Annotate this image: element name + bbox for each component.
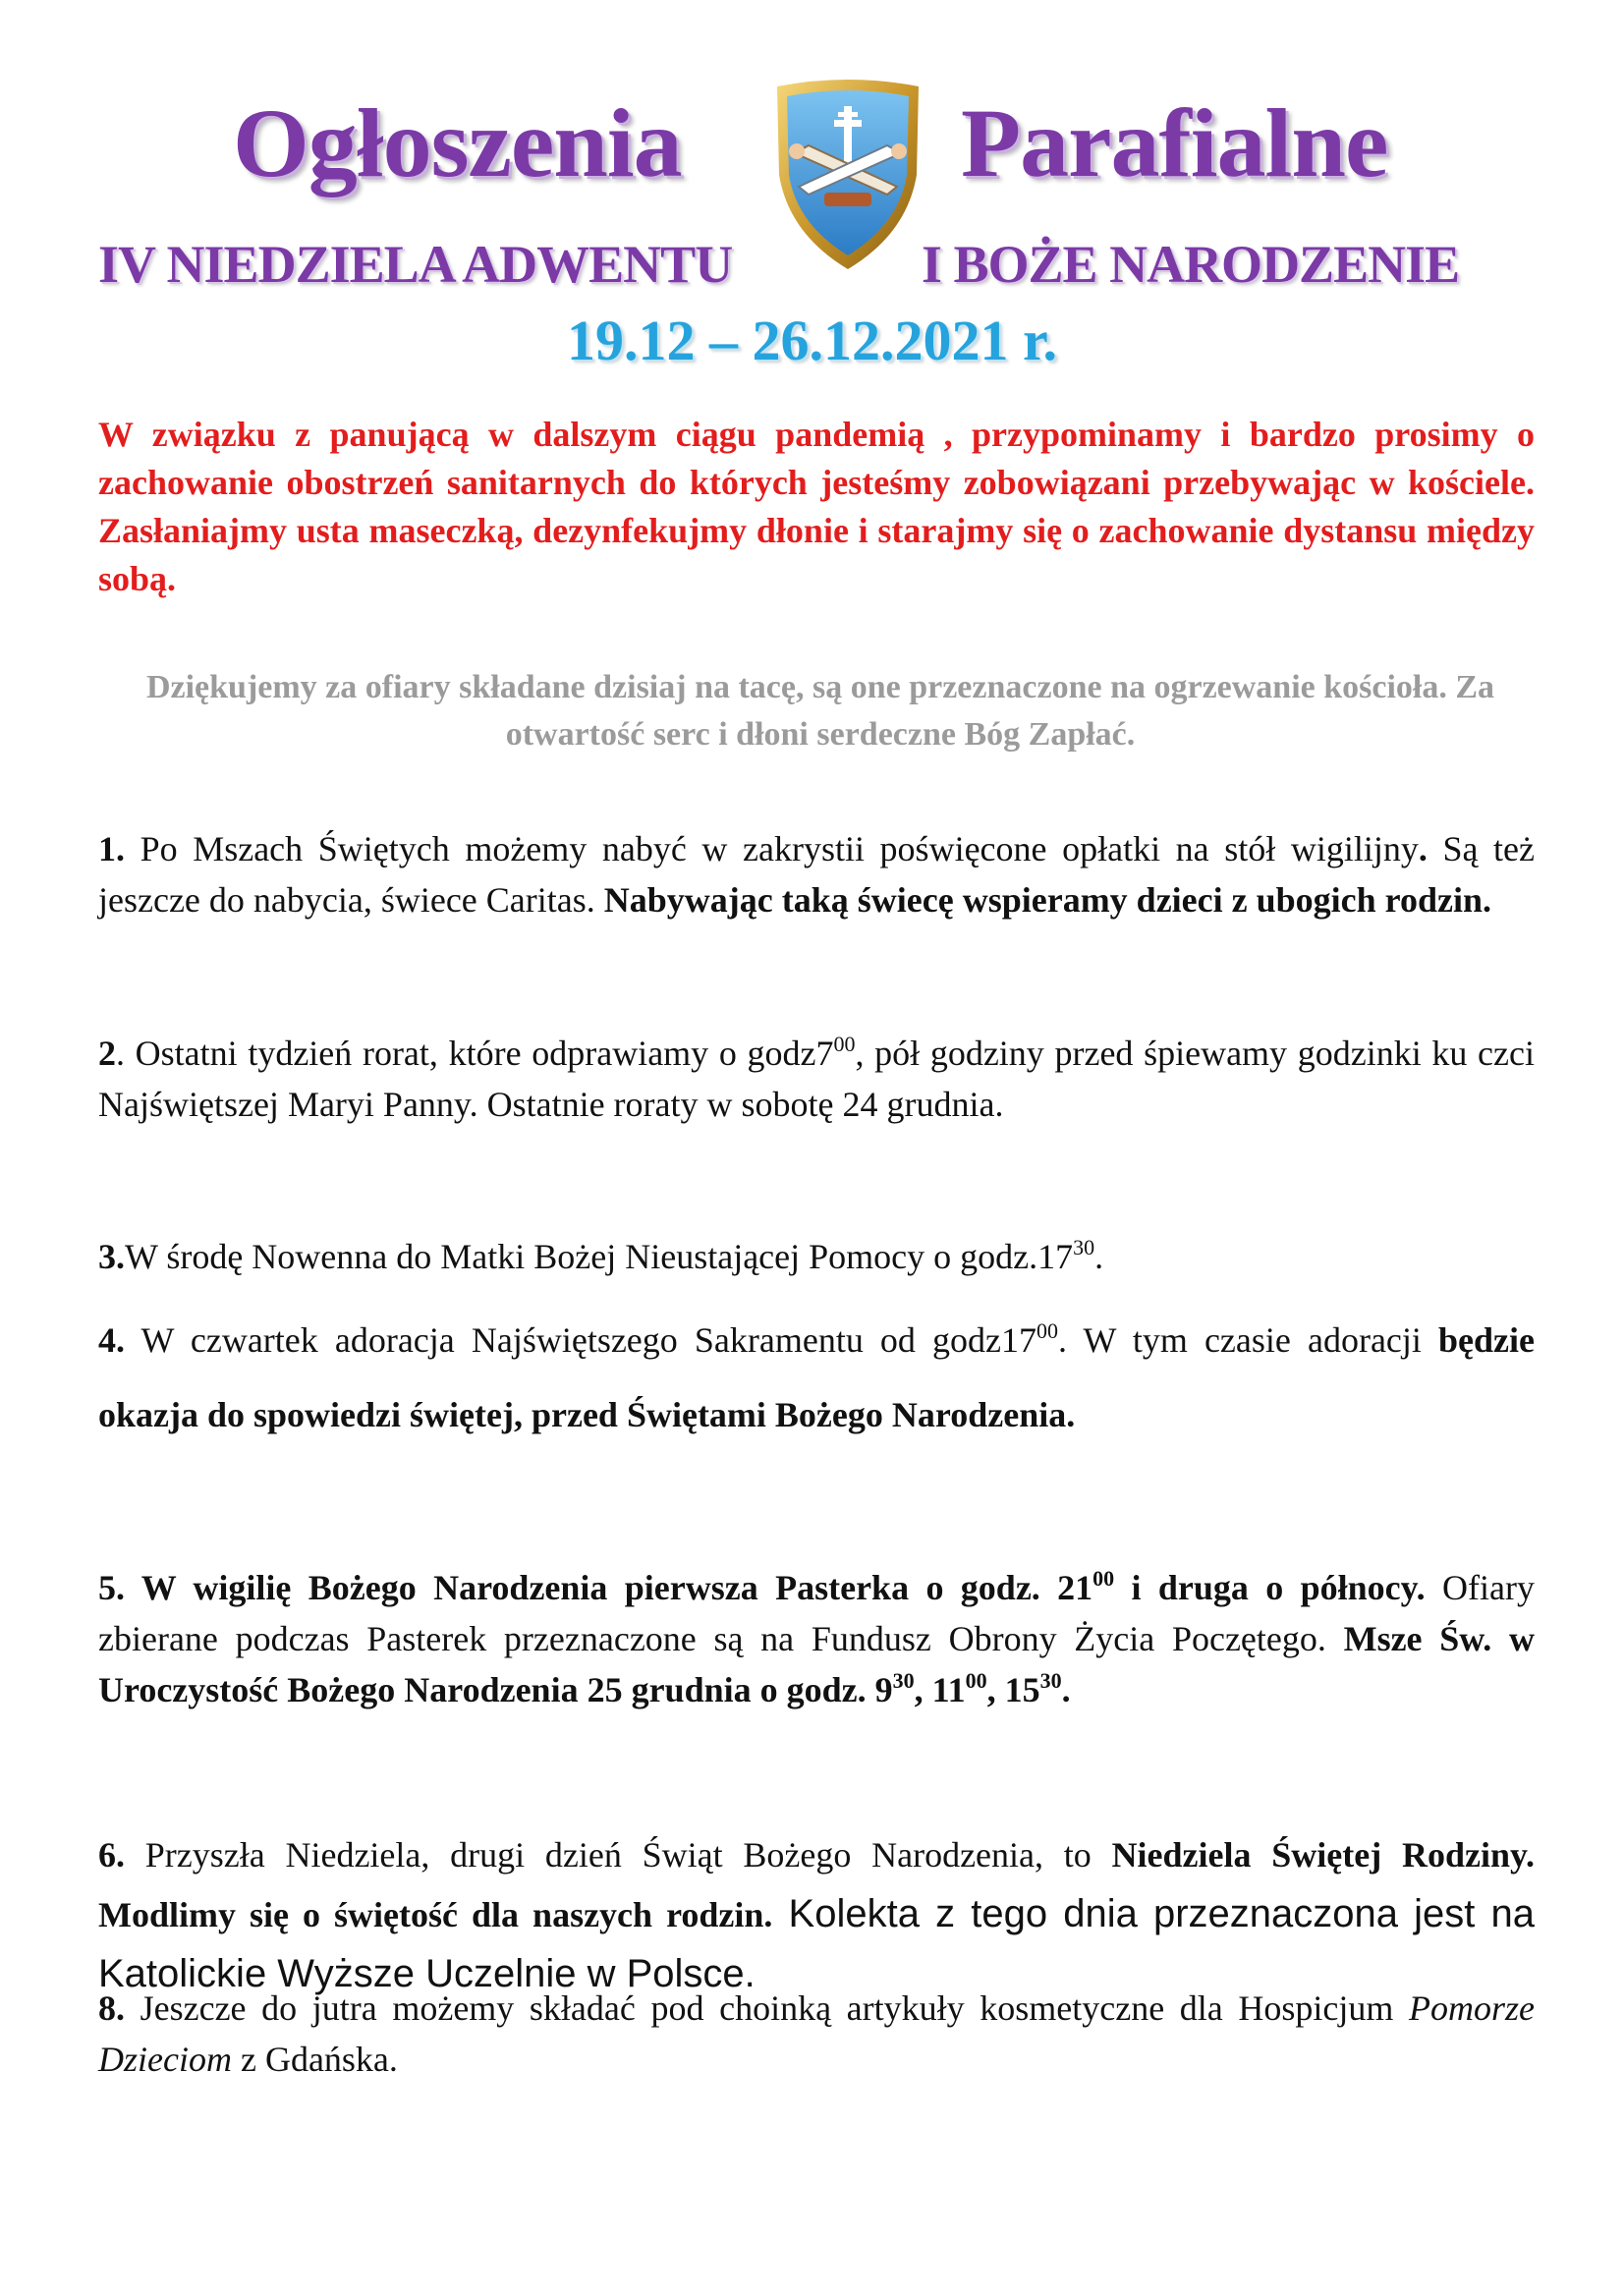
subtitle-left: IV NIEDZIELA ADWENTU	[98, 235, 733, 294]
thanks-notice: Dziękujemy za ofiary składane dzisiaj na tacę, są one przeznaczone na ogrzewanie kościoła. Za otwartość serc i dłoni serdeczne Bóg Zapłać.	[145, 669, 1495, 753]
title-left: Ogłoszenia	[233, 88, 682, 197]
announcement-5: 5. W wigilię Bożego Narodzenia pierwsza Pasterka o godz. $21^{00}$ i druga o północy. Ofiary zbierane podczas Pasterek przeznaczone są na Fundusz Obrony Życia Poczętego. Msze Św. w Uroczystość Bożego Narodzenia 25 grudnia o godz. $9^{30}$, $11^{00}$, $15^{30}$.	[98, 1566, 1536, 1709]
announcement-2: 2. Ostatni tydzień rorat, które odprawiamy o $godz7^{00}$, pół godziny przed śpiewamy godzinki ku czci Najświętszej Maryi Panny. Ostatnie roraty w sobotę 24 grudnia.	[98, 1032, 1535, 1124]
subtitle-right: I BOŻE NARODZENIE	[922, 235, 1460, 294]
date-range: 19.12 – 26.12.2021 r.	[567, 308, 1057, 372]
title-right: Parafialne	[961, 88, 1388, 197]
franciscan-shield-icon	[769, 77, 926, 273]
announcement-1: 1. Po Mszach Świętych możemy nabyć w zakrystii poświęcone opłatki na stół wigilijny. Są też jeszcze do nabycia, świece Caritas. Nabywając taką świecę wspieramy dzieci z ubogich rodzin.	[98, 829, 1535, 920]
announcement-6: 6. Przyszła Niedziela, drugi dzień Świąt Bożego Narodzenia, to Niedziela Świętej Rodziny. Modlimy się o świętość dla naszych rodzin. Kolekta z tego dnia przeznaczona jest na Katolickie Wyższe Uczelnie w Polsce.	[98, 1835, 1535, 1995]
announcement-8: 8. Jeszcze do jutra możemy składać pod choinką artykuły kosmetyczne dla Hospicjum Pomorze Dzieciom z Gdańska.	[98, 1988, 1535, 2079]
covid-notice: W związku z panującą w dalszym ciągu pandemią , przypominamy i bardzo prosimy o zachowanie obostrzeń sanitarnych do których jesteśmy zobowiązani przebywając w kościele. Zasłaniajmy usta maseczką, dezynfekujmy dłonie i starajmy się o zachowanie dystansu między sobą.	[98, 415, 1535, 598]
announcement-3: 3.W środę Nowenna do Matki Bożej Nieustającej Pomocy o $godz.17^{30}$.	[98, 1235, 1104, 1276]
announcement-4: 4. W czwartek adoracja Najświętszego Sakramentu od $godz17^{00}$. W tym czasie adoracji będzie okazja do spowiedzi świętej, przed Świętami Bożego Narodzenia.	[98, 1318, 1535, 1434]
